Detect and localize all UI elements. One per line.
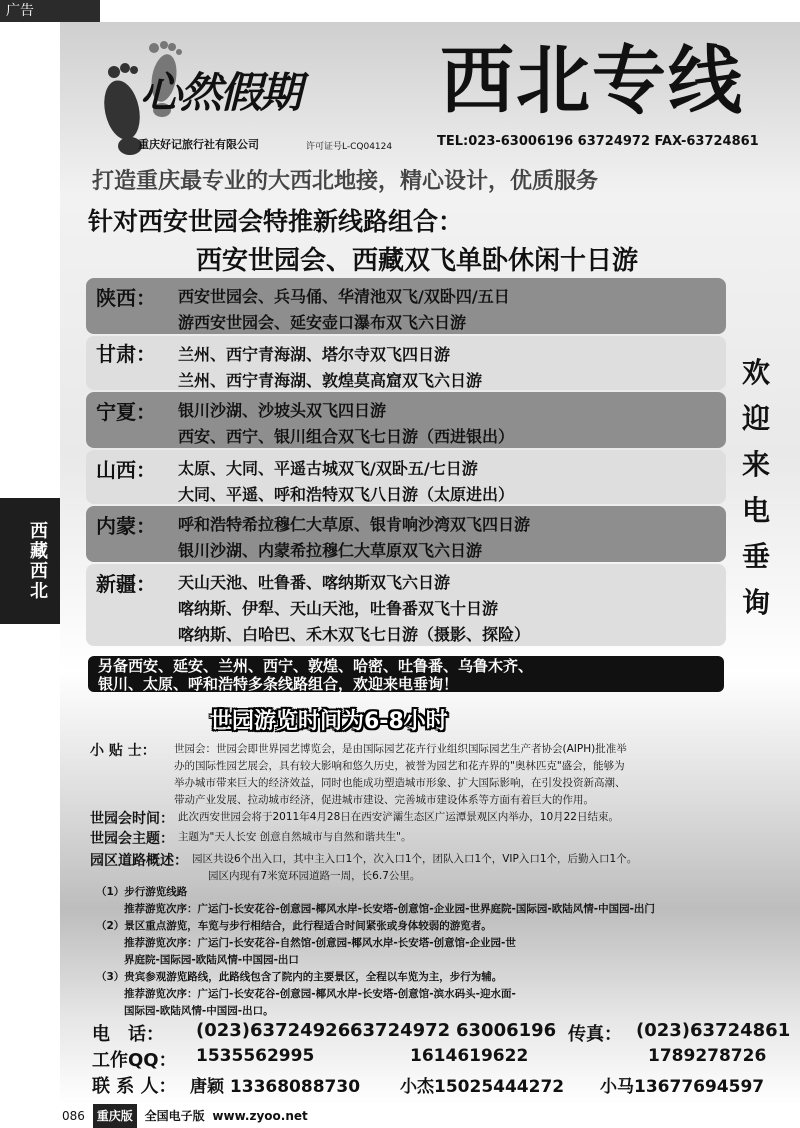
tips-line: 举办城市带来巨大的经济效益，同时也能成功塑造城市形象、扩大国际影响，在引发投资新高潮、 — [174, 777, 626, 789]
main-title: 西北专线 — [440, 38, 744, 124]
brand-name: 心然假期 — [140, 68, 301, 117]
expo-time-label: 世园会时间： — [90, 811, 174, 827]
route-line: 银川沙湖、沙坡头双飞四日游 — [178, 401, 387, 420]
promo-line-2: 西安世园会、西藏双飞单卧休闲十日游 — [196, 246, 639, 276]
route-line: 天山天池、吐鲁番、喀纳斯双飞六日游 — [178, 573, 451, 592]
phone-1: (023)63724926 — [196, 1020, 351, 1041]
qq-2: 1614619622 — [410, 1046, 529, 1066]
extra-line-2: 银川、太原、呼和浩特多条线路组合，欢迎来电垂询！ — [98, 675, 459, 693]
tips-text — [174, 741, 774, 809]
phone-2: 63724972 — [350, 1020, 451, 1041]
expo-theme-text: 主题为"天人长安 创意自然城市与自然和谐共生"。 — [178, 831, 412, 843]
region-block-ningxia — [86, 392, 726, 448]
qq-3: 1789278726 — [648, 1046, 767, 1066]
region-block-xinjiang — [86, 564, 726, 646]
route-line: 西安世园会、兵马俑、华清池双飞/双卧四/五日 — [178, 287, 510, 306]
route-line: 银川沙湖、内蒙希拉穆仁大草原双飞六日游 — [178, 541, 483, 560]
welcome-vertical-text — [736, 350, 776, 626]
license-number: 许可证号L-CQ04124 — [306, 142, 393, 152]
park-roads-label: 园区道路概述： — [90, 853, 188, 869]
route-detail-line: （3）贵宾参观游览路线，此路线包含了院内的主要景区，全程以车览为主，步行为辅。 — [96, 971, 503, 983]
extra-routes-banner — [88, 656, 724, 692]
route-line: 呼和浩特希拉穆仁大草原、银肯响沙湾双飞四日游 — [178, 515, 531, 534]
route-detail-line: （1）步行游览线路 — [96, 886, 188, 898]
expo-visit-time: 世园游览时间为6-8小时 — [210, 709, 448, 734]
extra-line-1: 另备西安、延安、兰州、西宁、敦煌、哈密、吐鲁番、乌鲁木齐、 — [98, 657, 534, 675]
slogan: 打造重庆最专业的大西北地接，精心设计，优质服务 — [92, 169, 599, 194]
expo-theme-label: 世园会主题： — [90, 831, 174, 847]
region-name: 甘肃： — [96, 342, 156, 366]
route-line: 兰州、西宁青海湖、敦煌莫高窟双飞六日游 — [178, 371, 483, 390]
edition-badge: 重庆版 — [93, 1104, 137, 1128]
tips-line: 世园会：世园会即世界园艺博览会，是由国际园艺花卉行业组织国际园艺生产者协会(AIPH)批准举 — [174, 743, 627, 755]
region-name: 山西： — [96, 458, 156, 482]
tips-line: 带动产业发展、拉动城市经济，促进城市建设、完善城市建设体系等方面有着巨大的作用。 — [174, 794, 594, 806]
park-roads-line: 园区共设6个出入口，其中主入口1个，次入口1个，团队入口1个，VIP入口1个，后勤入口1个。 — [192, 853, 638, 865]
region-name: 内蒙： — [96, 514, 156, 538]
company-name: 重庆好记旅行社有限公司 — [138, 138, 259, 151]
region-block-shanxi — [86, 450, 726, 504]
region-block-gansu — [86, 336, 726, 390]
tips-label: 小 贴 士： — [90, 743, 156, 759]
expo-time-text: 此次西安世园会将于2011年4月28日在西安浐灞生态区广运潭景观区内举办，10月22日结束。 — [178, 811, 619, 823]
person-1: 唐颖 13368088730 — [190, 1077, 361, 1097]
page-footer — [0, 1104, 800, 1128]
region-name: 陕西： — [96, 286, 156, 310]
welcome-char: 垂 — [741, 540, 770, 573]
phone-3: 63006196 — [456, 1020, 557, 1041]
region-name: 新疆： — [96, 572, 156, 596]
promo-line-1: 针对西安世园会特推新线路组合： — [88, 207, 464, 236]
route-line: 太原、大同、平遥古城双飞/双卧五/七日游 — [178, 459, 478, 478]
route-line: 喀纳斯、伊犁、天山天池，吐鲁番双飞十日游 — [178, 599, 499, 618]
route-detail-line: 推荐游览次序：广运门-长安花谷-创意园-椰风水岸-长安塔-创意馆-滨水码头-迎水面- — [124, 988, 516, 1000]
route-detail-line: （2）景区重点游览，车览与步行相结合，此行程适合时间紧张或身体较弱的游览者。 — [96, 920, 492, 932]
route-detail-line: 国际园-欧陆风情-中国园-出口。 — [124, 1005, 274, 1017]
fax-label: 传真： — [568, 1024, 622, 1045]
route-line: 游西安世园会、延安壶口瀑布双飞六日游 — [178, 313, 467, 332]
welcome-char: 迎 — [741, 402, 770, 435]
welcome-char: 欢 — [741, 356, 770, 389]
person-2: 小杰15025444272 — [400, 1077, 565, 1097]
person-label: 联 系 人： — [92, 1076, 177, 1097]
route-detail-line: 推荐游览次序：广运门-长安花谷-创意园-椰风水岸-长安塔-创意馆-企业园-世界庭院-国际园-欧陆风情-中国园-出门 — [124, 903, 655, 915]
route-line: 兰州、西宁青海湖、塔尔寺双飞四日游 — [178, 345, 451, 364]
region-block-neimeng — [86, 506, 726, 562]
fax-number: (023)63724861 — [636, 1020, 791, 1041]
welcome-char: 来 — [741, 448, 770, 481]
side-category-tab — [0, 498, 60, 624]
route-detail-line: 界庭院-国际园-欧陆风情-中国园-出口 — [124, 954, 299, 966]
person-3: 小马13677694597 — [600, 1077, 765, 1097]
region-name: 宁夏： — [96, 400, 156, 424]
welcome-char: 询 — [741, 586, 770, 619]
qq-label: 工作QQ： — [92, 1050, 177, 1071]
route-line: 大同、平遥、呼和浩特双飞八日游（太原进出） — [178, 485, 515, 504]
phone-label: 电 话： — [92, 1024, 164, 1045]
region-block-shaanxi — [86, 278, 726, 334]
route-detail-line: 推荐游览次序：广运门-长安花谷-自然馆-创意园-椰风水岸-长安塔-创意馆-企业园-世 — [124, 937, 516, 949]
ad-tag: 广告 — [0, 0, 100, 22]
park-roads-text — [192, 851, 782, 885]
park-roads-line: 园区内现有7米宽环园道路一周，长6.7公里。 — [208, 870, 421, 882]
qq-1: 1535562995 — [196, 1046, 315, 1066]
tel-fax-line: TEL:023-63006196 63724972 FAX-63724861 — [437, 134, 759, 149]
route-line: 喀纳斯、白哈巴、禾木双飞七日游（摄影、探险） — [178, 625, 531, 644]
tour-routes-detail — [96, 884, 786, 1020]
welcome-char: 电 — [741, 494, 770, 527]
national-edition: 全国电子版 — [144, 1109, 205, 1123]
side-tab-label: 西藏西北 — [27, 521, 48, 601]
page-number: 086 — [62, 1109, 85, 1123]
route-line: 西安、西宁、银川组合双飞七日游（西进银出） — [178, 427, 515, 446]
site-link[interactable]: www.zyoo.net — [212, 1109, 308, 1123]
tips-line: 办的国际性园艺展会，具有较大影响和悠久历史，被誉为园艺和花卉界的"奥林匹克"盛会，能够为 — [174, 760, 625, 772]
